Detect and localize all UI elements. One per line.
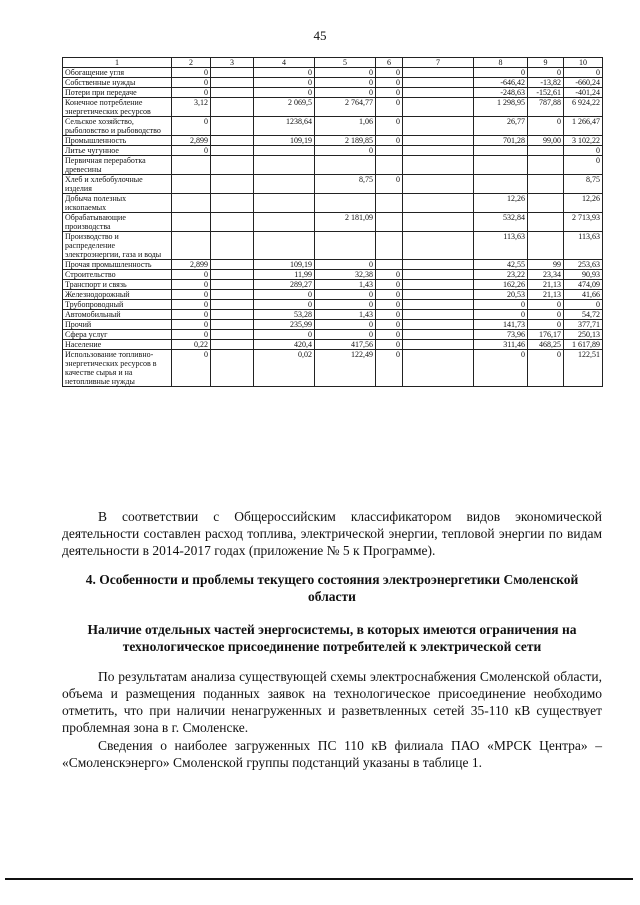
value-cell: 0 [376, 330, 403, 340]
value-cell: 109,19 [254, 260, 315, 270]
value-cell: 253,63 [564, 260, 603, 270]
value-cell [211, 350, 254, 387]
row-label-cell: Прочий [63, 320, 172, 330]
value-cell [254, 232, 315, 260]
value-cell [403, 320, 474, 330]
value-cell: 0 [474, 68, 528, 78]
value-cell: 0,02 [254, 350, 315, 387]
column-header: 3 [211, 58, 254, 68]
value-cell: 0 [528, 310, 564, 320]
value-cell [403, 68, 474, 78]
value-cell [172, 213, 211, 232]
value-cell [403, 270, 474, 280]
table-row [63, 146, 603, 156]
value-cell: 0 [376, 280, 403, 290]
value-cell: 289,27 [254, 280, 315, 290]
row-label-cell: Литье чугунное [63, 146, 172, 156]
value-cell: 0 [376, 117, 403, 136]
value-cell: 0 [376, 68, 403, 78]
column-header: 6 [376, 58, 403, 68]
table-row [63, 88, 603, 98]
value-cell [172, 156, 211, 175]
value-cell: 122,49 [315, 350, 376, 387]
table-row [63, 310, 603, 320]
value-cell [403, 88, 474, 98]
value-cell [211, 146, 254, 156]
column-header: 2 [172, 58, 211, 68]
value-cell [403, 194, 474, 213]
table-header-row [63, 58, 603, 68]
row-label-cell: Добыча полезных ископаемых [63, 194, 172, 213]
row-label-cell: Строительство [63, 270, 172, 280]
table-row [63, 350, 603, 387]
row-label-cell: Обрабатывающие производства [63, 213, 172, 232]
value-cell: 2,899 [172, 260, 211, 270]
value-cell: 0 [172, 78, 211, 88]
value-cell [211, 194, 254, 213]
value-cell: 1 617,89 [564, 340, 603, 350]
table-row [63, 232, 603, 260]
value-cell: 20,53 [474, 290, 528, 300]
value-cell: 0 [172, 270, 211, 280]
value-cell [528, 175, 564, 194]
row-label-cell: Потери при передаче [63, 88, 172, 98]
value-cell [403, 146, 474, 156]
value-cell: 0 [474, 310, 528, 320]
value-cell [403, 280, 474, 290]
value-cell: 0 [564, 300, 603, 310]
value-cell [528, 213, 564, 232]
value-cell [254, 175, 315, 194]
value-cell: 250,13 [564, 330, 603, 340]
value-cell: 2 069,5 [254, 98, 315, 117]
table-row [63, 136, 603, 146]
value-cell: 787,88 [528, 98, 564, 117]
value-cell [403, 310, 474, 320]
value-cell: 0 [315, 290, 376, 300]
value-cell: 0 [172, 146, 211, 156]
value-cell [403, 232, 474, 260]
value-cell: 0 [528, 300, 564, 310]
row-label-cell: Железнодорожный [63, 290, 172, 300]
value-cell: 0 [172, 88, 211, 98]
value-cell: 0 [528, 68, 564, 78]
value-cell: 21,13 [528, 280, 564, 290]
table-row [63, 290, 603, 300]
column-header: 4 [254, 58, 315, 68]
value-cell: 23,34 [528, 270, 564, 280]
value-cell: 109,19 [254, 136, 315, 146]
value-cell [211, 78, 254, 88]
value-cell: 0 [376, 98, 403, 117]
column-header: 5 [315, 58, 376, 68]
value-cell: 0 [172, 68, 211, 78]
value-cell: 0 [376, 88, 403, 98]
row-label-cell: Хлеб и хлебобулочные изделия [63, 175, 172, 194]
value-cell [403, 260, 474, 270]
value-cell: 0 [315, 88, 376, 98]
row-label-cell: Конечное потребление энергетических ресурсов [63, 98, 172, 117]
value-cell: 235,99 [254, 320, 315, 330]
value-cell: 0 [564, 68, 603, 78]
value-cell: 420,4 [254, 340, 315, 350]
value-cell [211, 136, 254, 146]
value-cell [315, 194, 376, 213]
value-cell: -13,82 [528, 78, 564, 88]
table-row [63, 78, 603, 88]
value-cell [403, 117, 474, 136]
table-row [63, 330, 603, 340]
value-cell [254, 156, 315, 175]
value-cell [172, 194, 211, 213]
table-row [63, 260, 603, 270]
value-cell [211, 98, 254, 117]
row-label-cell: Производство и распределение электроэнергии, газа и воды [63, 232, 172, 260]
value-cell: 1 266,47 [564, 117, 603, 136]
value-cell [403, 350, 474, 387]
value-cell: -248,63 [474, 88, 528, 98]
value-cell: 0 [376, 340, 403, 350]
table-row [63, 68, 603, 78]
row-label-cell: Собственные нужды [63, 78, 172, 88]
value-cell: 1238,64 [254, 117, 315, 136]
value-cell [376, 213, 403, 232]
value-cell: 0 [315, 78, 376, 88]
value-cell: 474,09 [564, 280, 603, 290]
value-cell: 176,17 [528, 330, 564, 340]
value-cell [403, 300, 474, 310]
value-cell: 311,46 [474, 340, 528, 350]
value-cell: 0 [376, 270, 403, 280]
row-label-cell: Прочая промышленность [63, 260, 172, 270]
value-cell: 41,66 [564, 290, 603, 300]
value-cell: 8,75 [315, 175, 376, 194]
value-cell: 0 [528, 320, 564, 330]
value-cell: 8,75 [564, 175, 603, 194]
value-cell: 0 [376, 310, 403, 320]
row-label-cell: Сельское хозяйство, рыболовство и рыбоводство [63, 117, 172, 136]
value-cell: 0 [528, 117, 564, 136]
paragraph-okved: В соответствии с Общероссийским классификатором видов экономической деятельности составлен расход топлива, электрической энергии, тепловой энергии по видам деятельности в 2014-2017 годах (приложение № 5 к Программе). [62, 509, 602, 558]
value-cell: 0 [376, 290, 403, 300]
value-cell [211, 68, 254, 78]
value-cell [474, 175, 528, 194]
row-label-cell: Автомобильный [63, 310, 172, 320]
value-cell: 701,28 [474, 136, 528, 146]
column-header: 8 [474, 58, 528, 68]
table-row [63, 156, 603, 175]
value-cell [211, 117, 254, 136]
value-cell: 26,77 [474, 117, 528, 136]
value-cell [172, 175, 211, 194]
value-cell: 2 189,85 [315, 136, 376, 146]
value-cell: 54,72 [564, 310, 603, 320]
value-cell: 0 [172, 350, 211, 387]
value-cell: 113,63 [564, 232, 603, 260]
table-row [63, 340, 603, 350]
value-cell: 468,25 [528, 340, 564, 350]
value-cell: 23,22 [474, 270, 528, 280]
table-row [63, 117, 603, 136]
value-cell [211, 330, 254, 340]
row-label-cell: Использование топливно-энергетических ресурсов в качестве сырья и на нетопливные нужды [63, 350, 172, 387]
value-cell [474, 146, 528, 156]
value-cell [528, 146, 564, 156]
value-cell [474, 156, 528, 175]
value-cell: 6 924,22 [564, 98, 603, 117]
value-cell: 12,26 [564, 194, 603, 213]
value-cell: 1 298,95 [474, 98, 528, 117]
row-label-cell: Промышленность [63, 136, 172, 146]
table-row [63, 320, 603, 330]
value-cell: 3,12 [172, 98, 211, 117]
value-cell [211, 88, 254, 98]
subsection-heading: Наличие отдельных частей энергосистемы, в которых имеются ограничения на технологическое присоединение потребителей к электрической сети [87, 622, 577, 654]
table-row [63, 175, 603, 194]
value-cell [528, 232, 564, 260]
table-row [63, 194, 603, 213]
value-cell [211, 175, 254, 194]
value-cell: 0 [376, 350, 403, 387]
value-cell [403, 213, 474, 232]
value-cell [376, 260, 403, 270]
value-cell: 32,38 [315, 270, 376, 280]
value-cell [403, 340, 474, 350]
value-cell: -646,42 [474, 78, 528, 88]
value-cell [211, 300, 254, 310]
value-cell: 99,00 [528, 136, 564, 146]
value-cell: 0 [376, 300, 403, 310]
row-label-cell: Население [63, 340, 172, 350]
value-cell: 532,84 [474, 213, 528, 232]
value-cell: 0 [254, 68, 315, 78]
value-cell: 3 102,22 [564, 136, 603, 146]
value-cell: 0 [474, 300, 528, 310]
value-cell [403, 136, 474, 146]
value-cell: 0 [376, 175, 403, 194]
value-cell: 0 [564, 146, 603, 156]
row-label-cell: Транспорт и связь [63, 280, 172, 290]
value-cell [403, 330, 474, 340]
value-cell: 2 713,93 [564, 213, 603, 232]
value-cell: 0 [315, 146, 376, 156]
bottom-divider [5, 878, 633, 880]
value-cell [403, 98, 474, 117]
value-cell: 2 181,09 [315, 213, 376, 232]
column-header: 1 [63, 58, 172, 68]
value-cell: 0 [376, 136, 403, 146]
paragraph-substations: Сведения о наиболее загруженных ПС 110 кВ филиала ПАО «МРСК Центра» – «Смоленскэнерго» Смоленской группы подстанций указаны в таблице 1. [62, 738, 602, 770]
value-cell: 0 [254, 88, 315, 98]
value-cell [403, 78, 474, 88]
paragraph-analysis: По результатам анализа существующей схемы электроснабжения Смоленской области, объема и размещения поданных заявок на технологическое присоединение необходимо отметить, что при наличии ненагруженных и разветвленных сетей 35-110 кВ существует проблемная зона в г. Смоленске. [62, 669, 602, 735]
value-cell [211, 310, 254, 320]
value-cell: 0 [376, 78, 403, 88]
value-cell: 0 [564, 156, 603, 175]
value-cell: 0 [315, 260, 376, 270]
value-cell: -401,24 [564, 88, 603, 98]
value-cell: 0 [376, 320, 403, 330]
value-cell: 73,96 [474, 330, 528, 340]
value-cell: 0 [315, 320, 376, 330]
value-cell: 0 [172, 290, 211, 300]
value-cell [315, 232, 376, 260]
value-cell: 1,06 [315, 117, 376, 136]
table-row [63, 300, 603, 310]
value-cell: 122,51 [564, 350, 603, 387]
row-label-cell: Трубопроводный [63, 300, 172, 310]
value-cell: 12,26 [474, 194, 528, 213]
section-heading: 4. Особенности и проблемы текущего состояния электроэнергетики Смоленской области [85, 572, 579, 604]
value-cell: 417,56 [315, 340, 376, 350]
value-cell: 141,73 [474, 320, 528, 330]
value-cell: 0 [172, 300, 211, 310]
value-cell [211, 340, 254, 350]
value-cell: -152,61 [528, 88, 564, 98]
value-cell [403, 290, 474, 300]
value-cell: 90,93 [564, 270, 603, 280]
value-cell: 0 [474, 350, 528, 387]
value-cell: 99 [528, 260, 564, 270]
value-cell [211, 213, 254, 232]
table-row [63, 98, 603, 117]
table-row [63, 213, 603, 232]
value-cell: 0 [315, 330, 376, 340]
value-cell: 0 [254, 78, 315, 88]
value-cell [376, 232, 403, 260]
value-cell [376, 156, 403, 175]
value-cell [211, 260, 254, 270]
value-cell [528, 156, 564, 175]
column-header: 9 [528, 58, 564, 68]
value-cell [254, 146, 315, 156]
value-cell [315, 156, 376, 175]
row-label-cell: Первичная переработка древесины [63, 156, 172, 175]
value-cell [211, 232, 254, 260]
value-cell [211, 320, 254, 330]
value-cell: 0 [172, 310, 211, 320]
value-cell: 53,28 [254, 310, 315, 320]
value-cell [172, 232, 211, 260]
value-cell: -660,24 [564, 78, 603, 88]
value-cell [376, 146, 403, 156]
value-cell: 0,22 [172, 340, 211, 350]
table-row [63, 280, 603, 290]
value-cell: 21,13 [528, 290, 564, 300]
value-cell [403, 175, 474, 194]
value-cell: 0 [172, 117, 211, 136]
value-cell: 1,43 [315, 280, 376, 290]
column-header: 7 [403, 58, 474, 68]
value-cell [528, 194, 564, 213]
value-cell: 0 [172, 330, 211, 340]
column-header: 10 [564, 58, 603, 68]
value-cell [211, 156, 254, 175]
table-row [63, 270, 603, 280]
value-cell: 0 [254, 300, 315, 310]
value-cell: 0 [315, 68, 376, 78]
energy-balance-table [62, 57, 603, 387]
page-number: 45 [313, 28, 327, 43]
value-cell: 0 [172, 280, 211, 290]
row-label-cell: Обогащение угля [63, 68, 172, 78]
value-cell: 0 [254, 290, 315, 300]
value-cell [403, 156, 474, 175]
value-cell [211, 270, 254, 280]
value-cell [376, 194, 403, 213]
value-cell [254, 194, 315, 213]
value-cell: 0 [172, 320, 211, 330]
value-cell [254, 213, 315, 232]
row-label-cell: Сфера услуг [63, 330, 172, 340]
value-cell: 162,26 [474, 280, 528, 290]
value-cell: 113,63 [474, 232, 528, 260]
value-cell: 2 764,77 [315, 98, 376, 117]
value-cell: 0 [315, 300, 376, 310]
value-cell: 0 [528, 350, 564, 387]
value-cell: 11,99 [254, 270, 315, 280]
value-cell [211, 280, 254, 290]
value-cell: 0 [254, 330, 315, 340]
value-cell: 42,55 [474, 260, 528, 270]
value-cell: 377,71 [564, 320, 603, 330]
value-cell: 1,43 [315, 310, 376, 320]
value-cell: 2,899 [172, 136, 211, 146]
value-cell [211, 290, 254, 300]
